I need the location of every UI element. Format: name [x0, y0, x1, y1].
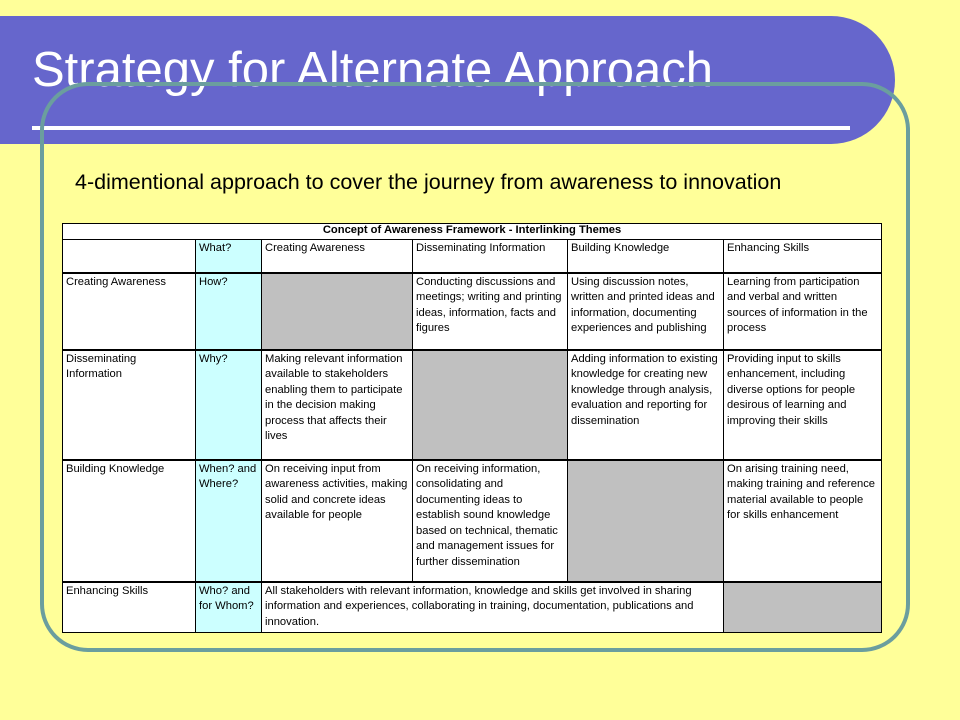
row-question: Who? and for Whom? [196, 582, 262, 633]
framework-table-wrapper [62, 223, 881, 632]
row-label: Creating Awareness [63, 273, 196, 350]
column-header: Building Knowledge [568, 240, 724, 273]
row-label: Enhancing Skills [63, 582, 196, 633]
table-cell: On receiving input from awareness activities, making solid and concrete ideas available for people [262, 460, 413, 582]
column-header: Disseminating Information [413, 240, 568, 273]
column-header: Enhancing Skills [724, 240, 882, 273]
table-cell: Providing input to skills enhancement, including diverse options for people desirous of learning and improving their skills [724, 350, 882, 460]
column-header: Creating Awareness [262, 240, 413, 273]
row-question: How? [196, 273, 262, 350]
slide-title: Strategy for Alternate Approach [32, 43, 713, 97]
table-cell-empty [568, 460, 724, 582]
framework-table [62, 223, 882, 633]
row-label: Building Knowledge [63, 460, 196, 582]
table-cell: On arising training need, making training and reference material available to people for skills enhancement [724, 460, 882, 582]
slide-subtitle: 4-dimentional approach to cover the journey from awareness to innovation [75, 170, 782, 194]
table-cell-empty [724, 582, 882, 633]
table-cell-merged: All stakeholders with relevant information, knowledge and skills get involved in sharing information and experiences, collaborating in training, documentation, publications and innovation. [262, 582, 724, 633]
row-question: Why? [196, 350, 262, 460]
header-question: What? [196, 240, 262, 273]
table-cell-empty [262, 273, 413, 350]
row-question: When? and Where? [196, 460, 262, 582]
table-cell: Making relevant information available to stakeholders enabling them to participate in the decision making process that affects their lives [262, 350, 413, 460]
table-cell: On receiving information, consolidating and documenting ideas to establish sound knowledge based on technical, thematic and management issues for further dissemination [413, 460, 568, 582]
table-cell: Adding information to existing knowledge for creating new knowledge through analysis, evaluation and reporting for dissemination [568, 350, 724, 460]
table-cell: Using discussion notes, written and printed ideas and information, documenting experiences and publishing [568, 273, 724, 350]
header-empty-cell [63, 240, 196, 273]
table-caption: Concept of Awareness Framework - Interlinking Themes [63, 224, 882, 240]
row-label: Disseminating Information [63, 350, 196, 460]
table-cell: Learning from participation and verbal and written sources of information in the process [724, 273, 882, 350]
table-cell-empty [413, 350, 568, 460]
table-cell: Conducting discussions and meetings; writing and printing ideas, information, facts and figures [413, 273, 568, 350]
